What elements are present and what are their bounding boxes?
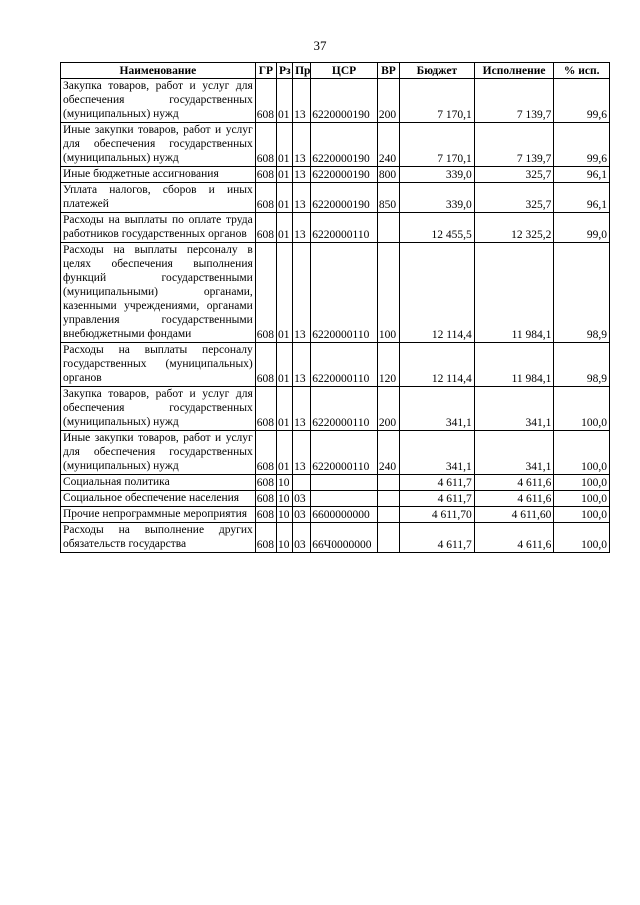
cell-exec: 4 611,6 [474,491,554,507]
header-pr: Пр [293,63,311,79]
cell-pr: 03 [293,507,311,523]
cell-pct: 100,0 [554,523,610,553]
cell-exec: 11 984,1 [474,343,554,387]
cell-budget: 4 611,7 [400,475,475,491]
cell-gr: 608 [255,431,276,475]
header-rz: Рз [276,63,292,79]
cell-name: Иные бюджетные ассигнования [61,167,256,183]
cell-pct: 96,1 [554,183,610,213]
cell-pct: 98,9 [554,243,610,343]
cell-rz: 10 [276,507,292,523]
cell-exec: 11 984,1 [474,243,554,343]
table-row [61,507,610,523]
cell-vr [377,213,399,243]
cell-name: Социальное обеспечение населения [61,491,256,507]
cell-exec: 4 611,6 [474,475,554,491]
cell-pct: 100,0 [554,491,610,507]
table-row [61,431,610,475]
cell-name: Социальная политика [61,475,256,491]
cell-pr: 03 [293,491,311,507]
cell-csr: 6220000110 [311,387,378,431]
table-row [61,123,610,167]
cell-rz: 01 [276,431,292,475]
table-row [61,475,610,491]
cell-budget: 12 114,4 [400,343,475,387]
cell-name: Иные закупки товаров, работ и услуг для обеспечения государственных (муниципальных) нужд [61,431,256,475]
cell-gr: 608 [255,507,276,523]
header-csr: ЦСР [311,63,378,79]
cell-vr: 200 [377,387,399,431]
header-budget: Бюджет [400,63,475,79]
cell-gr: 608 [255,183,276,213]
table-row [61,183,610,213]
cell-pr [293,475,311,491]
cell-exec: 325,7 [474,183,554,213]
cell-csr: 66Ч0000000 [311,523,378,553]
table-row [61,79,610,123]
header-vr: ВР [377,63,399,79]
cell-rz: 01 [276,167,292,183]
cell-gr: 608 [255,213,276,243]
cell-pr: 13 [293,387,311,431]
cell-gr: 608 [255,167,276,183]
budget-table [60,62,610,553]
cell-pct: 98,9 [554,343,610,387]
cell-exec: 325,7 [474,167,554,183]
cell-vr: 800 [377,167,399,183]
cell-vr: 850 [377,183,399,213]
cell-exec: 12 325,2 [474,213,554,243]
cell-gr: 608 [255,387,276,431]
cell-budget: 4 611,70 [400,507,475,523]
cell-rz: 01 [276,387,292,431]
table-row [61,523,610,553]
cell-csr: 6220000190 [311,79,378,123]
cell-gr: 608 [255,343,276,387]
table-row [61,343,610,387]
table-row [61,167,610,183]
cell-budget: 12 114,4 [400,243,475,343]
cell-name: Закупка товаров, работ и услуг для обеспечения государственных (муниципальных) нужд [61,79,256,123]
cell-name: Уплата налогов, сборов и иных платежей [61,183,256,213]
table-row [61,491,610,507]
cell-name: Расходы на выплаты персоналу в целях обеспечения выполнения функций государственными (муниципальными) органами, казенными учреждениями, органами управления государственными внебюджетными фондами [61,243,256,343]
cell-csr: 6220000190 [311,123,378,167]
cell-csr: 6600000000 [311,507,378,523]
cell-rz: 10 [276,491,292,507]
cell-gr: 608 [255,475,276,491]
cell-pr: 13 [293,431,311,475]
cell-name: Расходы на выплаты по оплате труда работников государственных органов [61,213,256,243]
cell-pct: 96,1 [554,167,610,183]
cell-csr: 6220000190 [311,167,378,183]
cell-name: Закупка товаров, работ и услуг для обеспечения государственных (муниципальных) нужд [61,387,256,431]
cell-name: Прочие непрограммные мероприятия [61,507,256,523]
cell-rz: 10 [276,523,292,553]
cell-gr: 608 [255,243,276,343]
cell-pct: 99,6 [554,79,610,123]
cell-rz: 01 [276,79,292,123]
cell-pr: 13 [293,343,311,387]
cell-budget: 7 170,1 [400,79,475,123]
cell-pr: 13 [293,213,311,243]
cell-pct: 99,6 [554,123,610,167]
cell-pct: 99,0 [554,213,610,243]
cell-name: Расходы на выплаты персоналу государственных (муниципальных) органов [61,343,256,387]
cell-exec: 7 139,7 [474,123,554,167]
cell-pr: 13 [293,243,311,343]
cell-pct: 100,0 [554,507,610,523]
table-row [61,387,610,431]
cell-vr [377,507,399,523]
cell-budget: 4 611,7 [400,491,475,507]
cell-rz: 10 [276,475,292,491]
cell-exec: 341,1 [474,431,554,475]
cell-exec: 7 139,7 [474,79,554,123]
cell-pr: 03 [293,523,311,553]
cell-vr [377,523,399,553]
cell-vr: 100 [377,243,399,343]
cell-budget: 12 455,5 [400,213,475,243]
cell-rz: 01 [276,243,292,343]
cell-pr: 13 [293,167,311,183]
cell-pr: 13 [293,183,311,213]
cell-csr: 6220000110 [311,431,378,475]
cell-name: Расходы на выполнение других обязательств государства [61,523,256,553]
cell-budget: 339,0 [400,183,475,213]
cell-rz: 01 [276,213,292,243]
cell-rz: 01 [276,123,292,167]
cell-vr: 120 [377,343,399,387]
header-exec: Исполнение [474,63,554,79]
cell-csr: 6220000190 [311,183,378,213]
cell-pr: 13 [293,79,311,123]
cell-budget: 341,1 [400,431,475,475]
cell-rz: 01 [276,343,292,387]
cell-vr: 240 [377,123,399,167]
cell-pct: 100,0 [554,387,610,431]
cell-vr: 240 [377,431,399,475]
header-pct: % исп. [554,63,610,79]
cell-exec: 4 611,6 [474,523,554,553]
header-gr: ГР [255,63,276,79]
header-name: Наименование [61,63,256,79]
cell-vr: 200 [377,79,399,123]
cell-name: Иные закупки товаров, работ и услуг для обеспечения государственных (муниципальных) нужд [61,123,256,167]
cell-budget: 339,0 [400,167,475,183]
cell-exec: 4 611,60 [474,507,554,523]
cell-budget: 341,1 [400,387,475,431]
cell-gr: 608 [255,523,276,553]
cell-csr [311,491,378,507]
cell-pct: 100,0 [554,475,610,491]
cell-vr [377,491,399,507]
cell-exec: 341,1 [474,387,554,431]
cell-csr [311,475,378,491]
cell-gr: 608 [255,491,276,507]
cell-budget: 7 170,1 [400,123,475,167]
table-row [61,213,610,243]
cell-csr: 6220000110 [311,213,378,243]
cell-rz: 01 [276,183,292,213]
page-number: 37 [313,38,327,53]
table-row [61,243,610,343]
cell-gr: 608 [255,79,276,123]
cell-budget: 4 611,7 [400,523,475,553]
cell-pct: 100,0 [554,431,610,475]
cell-vr [377,475,399,491]
cell-csr: 6220000110 [311,343,378,387]
cell-csr: 6220000110 [311,243,378,343]
table-header-row [61,63,610,79]
cell-gr: 608 [255,123,276,167]
cell-pr: 13 [293,123,311,167]
